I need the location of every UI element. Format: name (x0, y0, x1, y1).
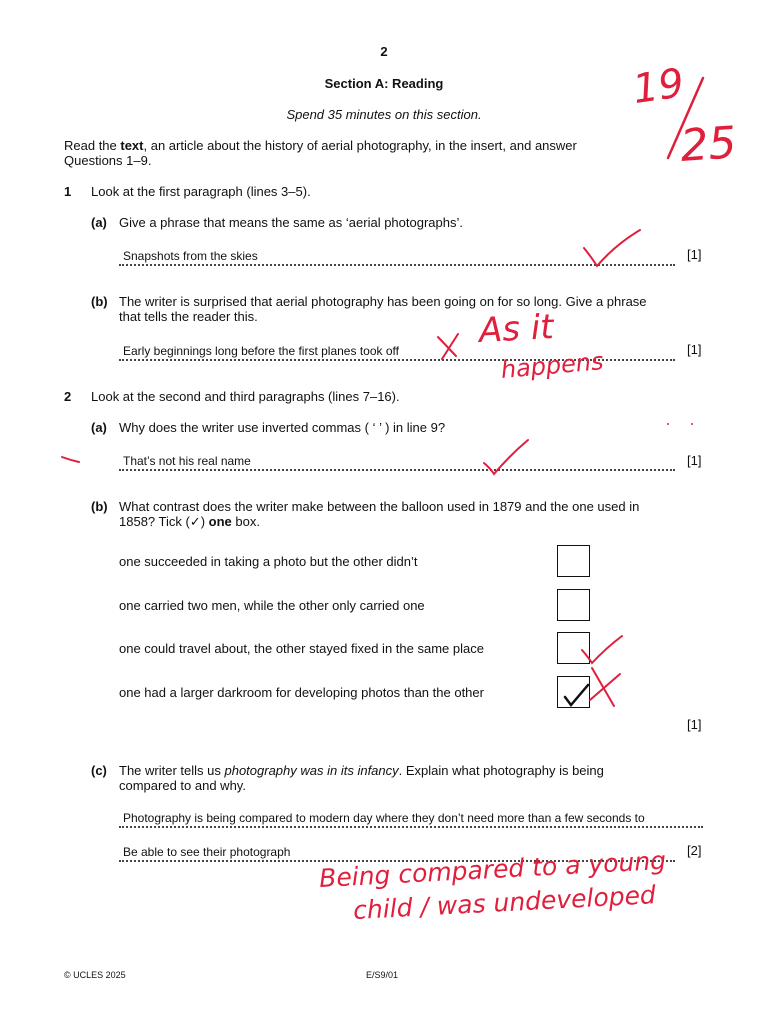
q2c-answer-1: Photography is being compared to modern day where they don’t need more than a few seconds to (123, 811, 645, 825)
question-2-number: 2 (64, 389, 72, 404)
q2a-label: (a) (91, 420, 107, 435)
q2b-red-cross-icon (590, 668, 620, 706)
q1a-answer: Snapshots from the skies (123, 249, 258, 263)
q2a-text: Why does the writer use inverted commas ( ‘ ’ ) in line 9? (119, 420, 446, 435)
q1b-answer: Early beginnings long before the first planes took off (123, 344, 399, 358)
q2a-marks: [1] (687, 453, 702, 468)
q1b-handwritten-note-1: As it (478, 307, 555, 351)
score-annotation-bottom: 25 (678, 117, 739, 172)
q2b-option-2-label: one carried two men, while the other only carried one (119, 598, 425, 613)
q1a-label: (a) (91, 215, 107, 230)
q1a-text: Give a phrase that means the same as ‘aerial photographs’. (119, 215, 463, 230)
q2c-marks: [2] (687, 843, 702, 858)
q1a-marks: [1] (687, 247, 702, 262)
q1b-label: (b) (91, 294, 108, 309)
q2a-red-tick-icon (484, 440, 528, 474)
q2c-label: (c) (91, 763, 107, 778)
q2a-answer: That’s not his real name (123, 454, 251, 468)
score-annotation-top: 19 (630, 60, 687, 113)
q1b-text: The writer is surprised that aerial photography has been going on for so long. Give a phrase that tells the reader this. (119, 294, 647, 324)
q2b-option-4-label: one had a larger darkroom for developing photos than the other (119, 685, 484, 700)
q2c-handwritten-note-1: Being compared to a young (318, 845, 667, 893)
q2b-red-tick-icon (582, 636, 622, 663)
q2b-marks: [1] (687, 717, 702, 732)
q2b-option-1-label: one succeeded in taking a photo but the other didn’t (119, 554, 418, 569)
section-title: Section A: Reading (324, 76, 444, 91)
time-instruction: Spend 35 minutes on this section. (286, 107, 482, 122)
question-2-prompt: Look at the second and third paragraphs (lines 7–16). (91, 389, 400, 404)
red-dot-mark (691, 423, 693, 425)
q1b-red-cross-icon (438, 334, 458, 359)
footer-code: E/S9/01 (366, 970, 399, 980)
red-dot-mark (667, 423, 669, 425)
q2c-text: The writer tells us photography was in its infancy. Explain what photography is being compared to and why. (119, 763, 604, 793)
question-1-prompt: Look at the first paragraph (lines 3–5). (91, 184, 311, 199)
question-1-number: 1 (64, 184, 72, 199)
q2c-answer-2: Be able to see their photograph (123, 845, 291, 859)
intro-instruction: Read the text, an article about the history of aerial photography, in the insert, and answer Questions 1–9. (64, 138, 577, 168)
q2c-handwritten-note-2: child / was undeveloped (352, 880, 657, 925)
q2b-text: What contrast does the writer make between the balloon used in 1879 and the one used in 1858? Tick (✓) one box. (119, 499, 640, 529)
footer-copyright: © UCLES 2025 (64, 970, 126, 980)
page-number: 2 (380, 44, 388, 59)
q2b-label: (b) (91, 499, 108, 514)
q1a-red-tick-icon (584, 230, 640, 266)
q1b-handwritten-note-2: happens (499, 347, 605, 384)
score-slash-mark (668, 78, 703, 158)
q2a-red-dash-mark (62, 457, 79, 462)
q1b-marks: [1] (687, 342, 702, 357)
q2b-option-3-label: one could travel about, the other stayed fixed in the same place (119, 641, 484, 656)
